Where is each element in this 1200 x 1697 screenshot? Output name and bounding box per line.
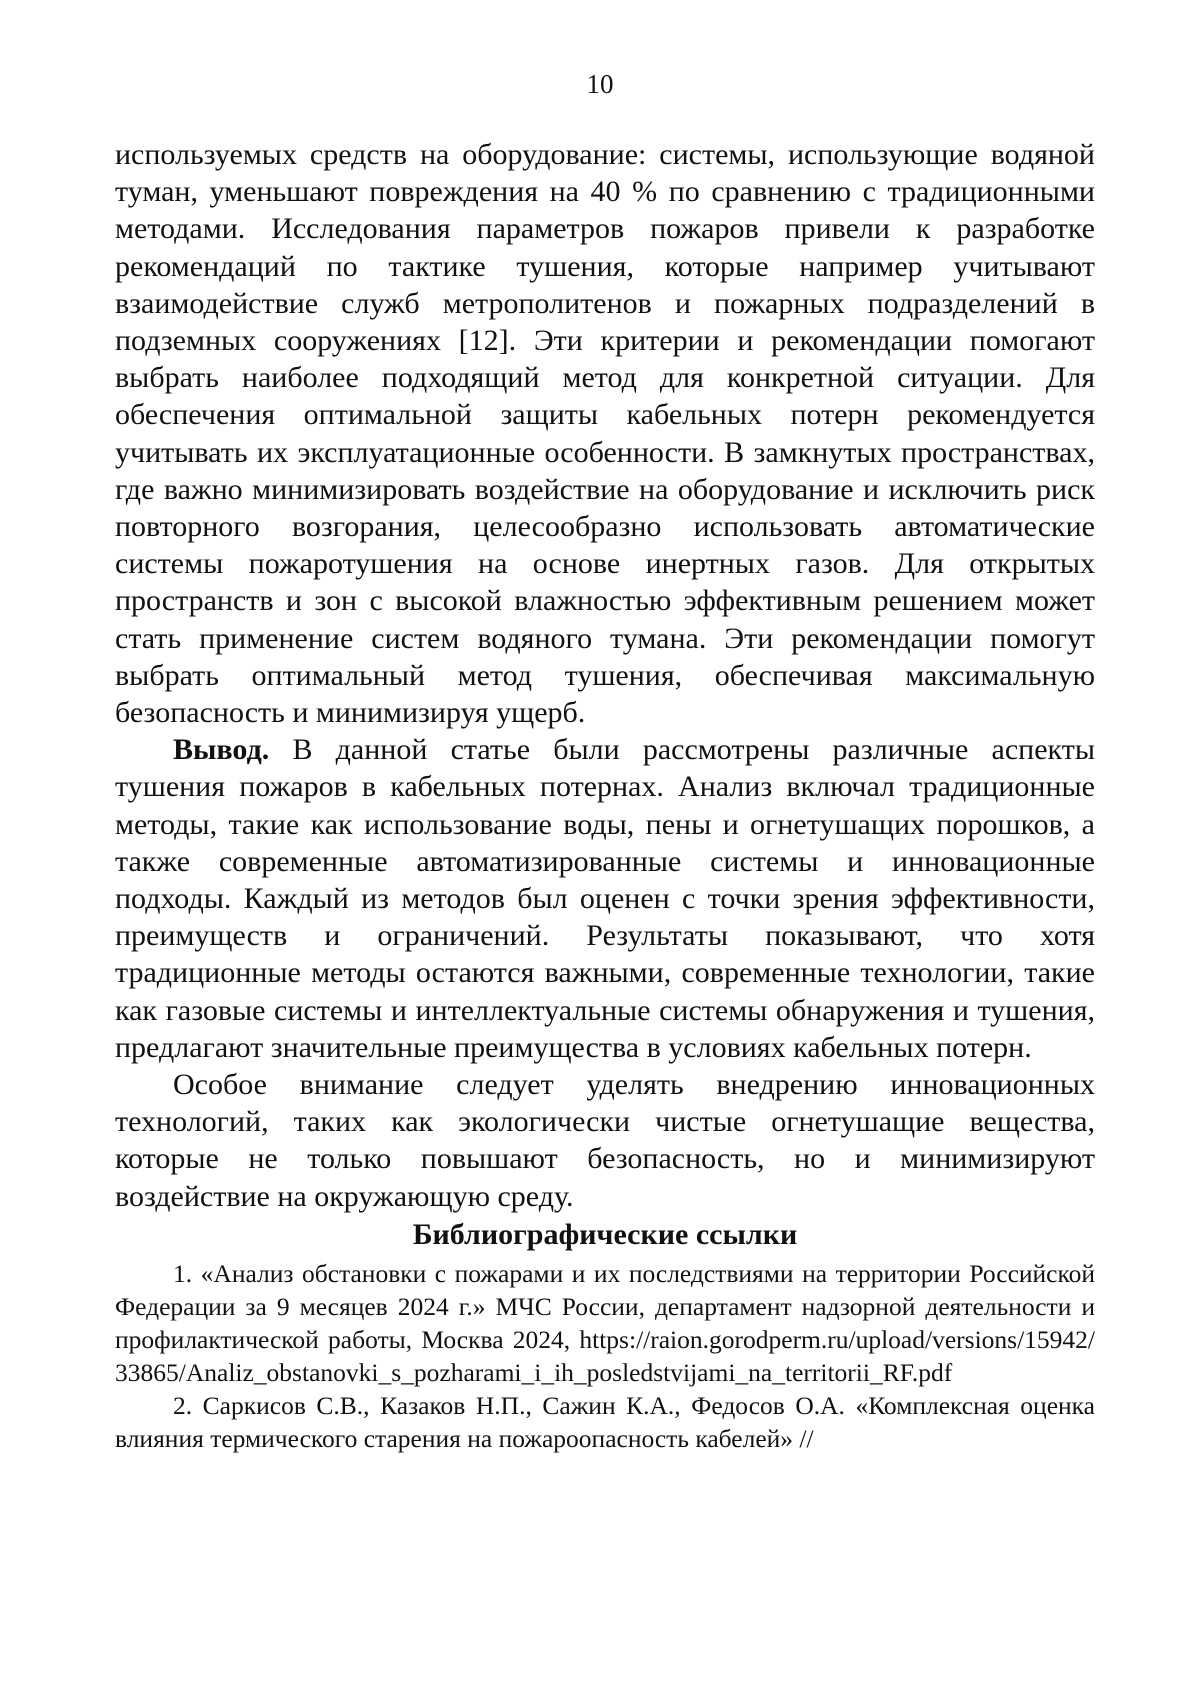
article-body [115,136,1095,1455]
paragraph-innovations: Особое внимание следует уделять внедрению инновационных технологий, таких как экологически чистые огнетушащие вещества, которые не только повышают безопасность, но и минимизируют воздействие на окружающую среду. [115,1068,1095,1213]
conclusion-text: В данной статье были рассмотрены различные аспекты тушения пожаров в кабельных потернах. Анализ включал традиционные методы, такие как использование воды, пены и огнетушащих порошков, а также современные автоматизированные системы и инновационные подходы. Каждый из методов был оценен с точки зрения эффективности, преимуществ и ограничений. Результаты показывают, что хотя традиционные методы остаются важными, современные технологии, такие как газовые системы и интеллектуальные системы обнаружения и тушения, предлагают значительные преимущества в условиях кабельных потерн. [115,733,1095,1064]
paragraph-conclusion [115,731,1095,1066]
reference-1-url: https://raion.gorodperm.ru/upload/versions/15942/33865/Analiz_obstanovki_s_pozharami_i_ih_posledstvijami_na_territorii_RF.pdf [115,1324,1095,1387]
paragraph-continuation: используемых средств на оборудование: системы, использующие водяной туман, уменьшают повреждения на 40 % по сравнению с традиционными методами. Исследования параметров пожаров привели к разработке рекомендаций по тактике тушения, которые например учитывают взаимодействие служб метрополитенов и пожарных подразделений в подземных сооружениях [12]. Эти критерии и рекомендации помогают выбрать наиболее подходящий метод для конкретной ситуации. Для обеспечения оптимальной защиты кабельных потерн рекомендуется учитывать их эксплуатационные особенности. В замкнутых пространствах, где важно минимизировать воздействие на оборудование и исключить риск повторного возгорания, целесообразно использовать автоматические системы пожаротушения на основе инертных газов. Для открытых пространств и зон с высокой влажностью эффективным решением может стать применение систем водяного тумана. Эти рекомендации помогут выбрать оптимальный метод тушения, обеспечивая максимальную безопасность и минимизируя ущерб. [115,138,1095,730]
references-list [115,1257,1095,1455]
page-number: 10 [586,69,614,99]
references-heading: Библиографические ссылки [412,1217,798,1251]
reference-item-1 [115,1257,1095,1389]
conclusion-lead: Вывод. [173,733,270,767]
reference-1-text: 1. «Анализ обстановки с пожарами и их последствиями на территории Российской Федерации за 9 месяцев 2024 г.» МЧС России, департамент надзорной деятельности и профилактической работы, Москва 2024, [115,1258,1095,1354]
reference-item-2: 2. Саркисов С.В., Казаков Н.П., Сажин К.А., Федосов О.А. «Комплексная оценка влияния термического старения на пожароопасность кабелей» // [115,1390,1095,1453]
